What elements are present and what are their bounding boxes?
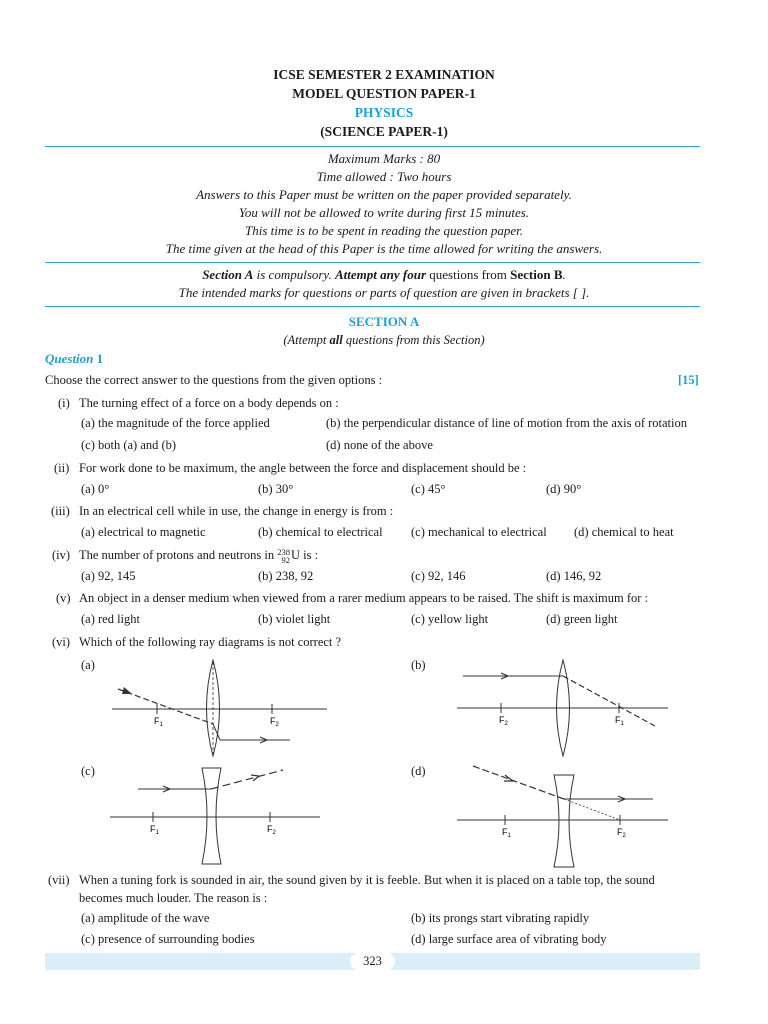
item-text: An object in a denser medium when viewed from a rarer medium appears to be raised. The shift is maximum for : — [79, 591, 649, 605]
question-label: Question — [45, 351, 94, 366]
refracted-ray — [211, 770, 283, 789]
question-heading — [45, 351, 103, 367]
focus-label-f2: $F_2$ — [267, 824, 276, 836]
exam-title: ICSE SEMESTER 2 EXAMINATION — [273, 67, 495, 82]
diagram-label-a: (a) — [81, 658, 95, 672]
item-number: (ii) — [54, 461, 70, 475]
divider — [45, 146, 700, 147]
note-bold: Section B — [510, 267, 563, 282]
section-subtitle-text: (Attempt — [283, 333, 330, 347]
max-marks: Maximum Marks : 80 — [327, 151, 441, 166]
focus-label-f2: $F_2$ — [270, 716, 279, 728]
ray-arrow-icon — [122, 687, 132, 694]
item-text-part: is : — [300, 548, 319, 562]
construction-line — [564, 799, 620, 820]
focus-label-f1: $F_1$ — [615, 715, 624, 727]
item-text — [79, 548, 318, 564]
ray-diagram-d — [455, 764, 670, 868]
incident-ray — [473, 766, 564, 799]
diagram-label-b: (b) — [411, 658, 426, 672]
item-number: (i) — [58, 396, 70, 410]
section-subtitle-text: questions from this Section) — [342, 333, 485, 347]
ray-diagram-a — [100, 658, 340, 758]
instruction-line: This time is to be spent in reading the question paper. — [245, 223, 523, 238]
option-d: (d) green light — [546, 612, 618, 626]
section-note — [0, 267, 768, 283]
refracted-ray — [563, 676, 655, 726]
option-a: (a) amplitude of the wave — [81, 911, 210, 925]
item-text: becomes much louder. The reason is : — [79, 891, 268, 905]
item-text-part: The number of protons and neutrons in — [79, 548, 278, 562]
option-b: (b) the perpendicular distance of line of motion from the axis of rotation — [326, 416, 687, 430]
section-subtitle-bold: all — [329, 333, 343, 347]
option-c: (c) 92, 146 — [411, 569, 466, 583]
paper-title: MODEL QUESTION PAPER-1 — [292, 86, 476, 101]
question-marks: [15] — [678, 373, 699, 387]
option-c: (c) yellow light — [411, 612, 489, 626]
option-d: (d) large surface area of vibrating body — [411, 932, 607, 946]
item-text: For work done to be maximum, the angle between the force and displacement should be : — [79, 461, 527, 475]
item-number: (iv) — [52, 548, 71, 562]
option-b: (b) 238, 92 — [258, 569, 314, 583]
nuclide-notation — [277, 548, 290, 564]
concave-lens-icon — [554, 775, 574, 867]
instruction-line: Answers to this Paper must be written on the paper provided separately. — [196, 187, 572, 202]
option-b: (b) 30° — [258, 482, 294, 496]
incident-ray — [118, 689, 213, 724]
section-title: SECTION A — [348, 314, 420, 329]
option-a: (a) 0° — [81, 482, 110, 496]
atomic-number: 92 — [281, 555, 290, 565]
focus-label-f1: $F_1$ — [154, 716, 163, 728]
ray-diagram-b — [455, 658, 670, 758]
diagram-label-c: (c) — [81, 764, 95, 778]
mass-number: 238 — [277, 547, 290, 557]
item-number: (iii) — [51, 504, 70, 518]
option-d: (d) none of the above — [326, 438, 433, 452]
item-text: Which of the following ray diagrams is not correct ? — [79, 635, 342, 649]
question-prompt: Choose the correct answer to the questions from the given options : — [45, 373, 383, 387]
section-subtitle — [0, 333, 768, 348]
note-bold: Section A — [202, 267, 254, 282]
option-a: (a) the magnitude of the force applied — [81, 416, 270, 430]
option-d: (d) chemical to heat — [574, 525, 674, 539]
paper-subtitle: (SCIENCE PAPER-1) — [320, 124, 448, 139]
note-text: . — [562, 267, 566, 282]
concave-lens-icon — [202, 768, 221, 864]
focus-label-f1: $F_1$ — [502, 827, 511, 839]
instruction-line: You will not be allowed to write during first 15 minutes. — [238, 205, 530, 220]
option-c: (c) both (a) and (b) — [81, 438, 177, 452]
option-b: (b) chemical to electrical — [258, 525, 383, 539]
diagram-label-d: (d) — [411, 764, 426, 778]
item-number: (v) — [56, 591, 71, 605]
instruction-line: The time given at the head of this Paper is the time allowed for writing the answers. — [165, 241, 603, 256]
note-bold: Attempt any four — [335, 267, 427, 282]
divider — [45, 306, 700, 307]
time-allowed: Time allowed : Two hours — [316, 169, 452, 184]
option-b: (b) its prongs start vibrating rapidly — [411, 911, 590, 925]
option-d: (d) 146, 92 — [546, 569, 602, 583]
element-symbol: U — [290, 548, 301, 562]
option-d: (d) 90° — [546, 482, 582, 496]
question-number: 1 — [96, 351, 104, 366]
subject-title: PHYSICS — [354, 105, 414, 120]
option-b: (b) violet light — [258, 612, 331, 626]
item-text: When a tuning fork is sounded in air, the sound given by it is feeble. But when it is placed on a table top, the sound — [79, 873, 655, 887]
item-text: The turning effect of a force on a body depends on : — [79, 396, 339, 410]
focus-label-f2: $F_2$ — [617, 827, 626, 839]
option-c: (c) mechanical to electrical — [411, 525, 547, 539]
note-text: questions from — [426, 267, 511, 282]
focus-label-f2: $F_2$ — [499, 715, 508, 727]
option-a: (a) 92, 145 — [81, 569, 136, 583]
item-number: (vi) — [52, 635, 71, 649]
option-a: (a) red light — [81, 612, 141, 626]
marks-note: The intended marks for questions or parts of question are given in brackets [ ]. — [178, 285, 590, 300]
note-text: is compulsory. — [253, 267, 335, 282]
item-text: In an electrical cell while in use, the change in energy is from : — [79, 504, 394, 518]
option-c: (c) presence of surrounding bodies — [81, 932, 255, 946]
focus-label-f1: $F_1$ — [150, 824, 159, 836]
divider — [45, 262, 700, 263]
option-a: (a) electrical to magnetic — [81, 525, 206, 539]
ray-diagram-c — [105, 764, 330, 866]
item-number: (vii) — [48, 873, 70, 887]
option-c: (c) 45° — [411, 482, 446, 496]
page-number: 323 — [350, 953, 395, 970]
